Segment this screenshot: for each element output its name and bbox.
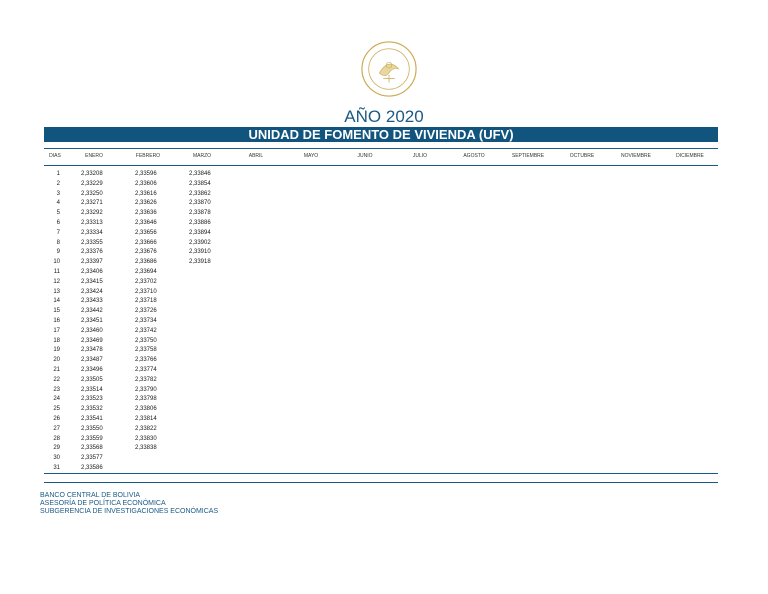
table-row bbox=[44, 170, 718, 180]
footer bbox=[40, 492, 218, 516]
value-cell-enero: 2,33532 bbox=[81, 406, 103, 413]
day-cell: 15 bbox=[53, 308, 60, 315]
value-cell-enero: 2,33442 bbox=[81, 308, 103, 315]
value-cell-febrero: 2,33838 bbox=[135, 445, 157, 452]
day-cell: 12 bbox=[53, 278, 60, 285]
value-cell-febrero: 2,33830 bbox=[135, 435, 157, 442]
table-row bbox=[44, 288, 718, 298]
value-cell-febrero: 2,33790 bbox=[135, 386, 157, 393]
day-cell: 1 bbox=[56, 171, 60, 177]
value-cell-marzo: 2,33902 bbox=[189, 239, 211, 246]
table-row bbox=[44, 248, 718, 258]
day-cell: 30 bbox=[53, 455, 60, 462]
value-cell-enero: 2,33523 bbox=[81, 396, 103, 403]
col-header-octubre: OCTUBRE bbox=[569, 153, 595, 159]
value-cell-enero: 2,33496 bbox=[81, 367, 103, 373]
value-cell-febrero: 2,33758 bbox=[135, 347, 157, 354]
value-cell-marzo: 2,33862 bbox=[189, 190, 211, 197]
value-cell-marzo: 2,33894 bbox=[189, 229, 211, 236]
table-row bbox=[44, 239, 718, 249]
value-cell-febrero: 2,33822 bbox=[135, 425, 157, 432]
day-cell: 31 bbox=[53, 465, 60, 471]
col-header-noviembre: NOVIEMBRE bbox=[620, 153, 651, 159]
value-cell-enero: 2,33313 bbox=[81, 220, 103, 226]
value-cell-febrero: 2,33676 bbox=[135, 249, 157, 256]
table-row bbox=[44, 444, 718, 454]
day-cell: 9 bbox=[56, 249, 60, 256]
footer-subdepartment: SUBGERENCIA DE INVESTIGACIONES ECONÓMICAS bbox=[40, 508, 219, 515]
value-cell-enero: 2,33505 bbox=[81, 376, 103, 383]
day-cell: 21 bbox=[53, 367, 60, 373]
header-top-divider bbox=[44, 148, 718, 149]
value-cell-enero: 2,33376 bbox=[81, 249, 103, 256]
value-cell-febrero: 2,33626 bbox=[135, 200, 157, 207]
table-bottom-divider bbox=[44, 473, 718, 474]
table-row bbox=[44, 297, 718, 307]
day-cell: 6 bbox=[56, 220, 60, 226]
table-row bbox=[44, 307, 718, 317]
table-row bbox=[44, 268, 718, 278]
table-row bbox=[44, 376, 718, 386]
table-row bbox=[44, 219, 718, 229]
day-cell: 27 bbox=[53, 425, 60, 432]
value-cell-febrero: 2,33710 bbox=[135, 288, 157, 295]
value-cell-febrero: 2,33702 bbox=[135, 278, 157, 285]
day-cell: 18 bbox=[53, 337, 60, 344]
day-cell: 17 bbox=[53, 327, 60, 334]
table-row bbox=[44, 425, 718, 435]
table-banner: UNIDAD DE FOMENTO DE VIVIENDA (UFV) bbox=[44, 127, 718, 142]
value-cell-enero: 2,33550 bbox=[81, 425, 103, 432]
header-bottom-divider bbox=[44, 165, 718, 166]
col-header-junio: JUNIO bbox=[357, 153, 373, 159]
table-row bbox=[44, 337, 718, 347]
value-cell-enero: 2,33229 bbox=[81, 180, 103, 187]
col-header-diciembre: DICIEMBRE bbox=[676, 153, 704, 159]
value-cell-enero: 2,33355 bbox=[81, 239, 103, 246]
table-row bbox=[44, 366, 718, 376]
value-cell-enero: 2,33568 bbox=[81, 445, 103, 452]
col-header-enero: ENERO bbox=[85, 153, 103, 159]
day-cell: 16 bbox=[53, 318, 60, 324]
value-cell-enero: 2,33334 bbox=[81, 229, 103, 236]
value-cell-enero: 2,33487 bbox=[81, 357, 103, 364]
value-cell-enero: 2,33541 bbox=[81, 416, 103, 422]
value-cell-enero: 2,33433 bbox=[81, 298, 103, 305]
value-cell-febrero: 2,33782 bbox=[135, 376, 157, 383]
day-cell: 3 bbox=[56, 190, 60, 197]
value-cell-febrero: 2,33806 bbox=[135, 406, 157, 413]
table-row bbox=[44, 317, 718, 327]
value-cell-enero: 2,33424 bbox=[81, 288, 103, 295]
day-cell: 20 bbox=[53, 357, 60, 364]
value-cell-enero: 2,33478 bbox=[81, 347, 103, 354]
day-cell: 24 bbox=[53, 396, 60, 403]
value-cell-marzo: 2,33918 bbox=[189, 259, 211, 266]
value-cell-enero: 2,33406 bbox=[81, 269, 103, 275]
value-cell-enero: 2,33469 bbox=[81, 337, 103, 344]
value-cell-febrero: 2,33766 bbox=[135, 357, 157, 364]
table-row bbox=[44, 395, 718, 405]
day-cell: 22 bbox=[53, 376, 60, 383]
day-cell: 7 bbox=[56, 229, 60, 236]
day-cell: 2 bbox=[56, 180, 60, 187]
col-header-julio: JULIO bbox=[412, 153, 428, 159]
value-cell-febrero: 2,33636 bbox=[135, 210, 157, 217]
day-cell: 23 bbox=[53, 386, 60, 393]
table-bottom-divider-2 bbox=[44, 482, 718, 483]
day-cell: 28 bbox=[53, 435, 60, 442]
table-row bbox=[44, 199, 718, 209]
value-cell-febrero: 2,33734 bbox=[135, 318, 157, 324]
day-cell: 14 bbox=[53, 298, 60, 305]
value-cell-enero: 2,33415 bbox=[81, 278, 103, 285]
value-cell-febrero: 2,33814 bbox=[135, 416, 157, 422]
table-row bbox=[44, 258, 718, 268]
footer-department: ASESORÍA DE POLÍTICA ECONÓMICA bbox=[40, 500, 166, 507]
value-cell-febrero: 2,33718 bbox=[135, 298, 157, 305]
day-cell: 4 bbox=[56, 200, 60, 207]
value-cell-febrero: 2,33686 bbox=[135, 259, 157, 266]
table-row bbox=[44, 415, 718, 425]
table-row bbox=[44, 278, 718, 288]
table-row bbox=[44, 180, 718, 190]
value-cell-enero: 2,33514 bbox=[81, 386, 103, 393]
day-cell: 26 bbox=[53, 416, 60, 422]
table-row bbox=[44, 435, 718, 445]
value-cell-marzo: 2,33886 bbox=[189, 220, 211, 226]
value-cell-febrero: 2,33726 bbox=[135, 308, 157, 315]
table-row bbox=[44, 356, 718, 366]
table-row bbox=[44, 454, 718, 464]
value-cell-febrero: 2,33774 bbox=[135, 367, 157, 373]
table-row bbox=[44, 405, 718, 415]
day-cell: 29 bbox=[53, 445, 60, 452]
banco-central-seal-icon bbox=[360, 40, 418, 98]
value-cell-marzo: 2,33846 bbox=[189, 171, 211, 177]
col-header-agosto: AGOSTO bbox=[463, 153, 485, 159]
day-cell: 19 bbox=[53, 347, 60, 354]
col-header-mayo: MAYO bbox=[303, 153, 319, 159]
value-cell-enero: 2,33397 bbox=[81, 259, 103, 266]
col-header-septiembre: SEPTIEMBRE bbox=[511, 153, 545, 159]
value-cell-febrero: 2,33798 bbox=[135, 396, 157, 403]
value-cell-marzo: 2,33870 bbox=[189, 200, 211, 207]
table-row bbox=[44, 209, 718, 219]
col-header-marzo: MARZO bbox=[192, 153, 212, 159]
value-cell-enero: 2,33250 bbox=[81, 190, 103, 197]
table-row bbox=[44, 346, 718, 356]
value-cell-marzo: 2,33878 bbox=[189, 210, 211, 217]
value-cell-marzo: 2,33854 bbox=[189, 180, 211, 187]
table-row bbox=[44, 190, 718, 200]
value-cell-enero: 2,33586 bbox=[81, 465, 103, 471]
value-cell-marzo: 2,33910 bbox=[189, 249, 211, 256]
table-row bbox=[44, 327, 718, 337]
value-cell-febrero: 2,33616 bbox=[135, 190, 157, 197]
value-cell-febrero: 2,33596 bbox=[135, 171, 157, 177]
col-header-abril: ABRIL bbox=[248, 153, 264, 159]
value-cell-enero: 2,33451 bbox=[81, 318, 103, 324]
value-cell-enero: 2,33208 bbox=[81, 171, 103, 177]
day-cell: 5 bbox=[56, 210, 60, 217]
day-cell: 25 bbox=[53, 406, 60, 413]
page-title: AÑO 2020 bbox=[344, 107, 424, 126]
table-row bbox=[44, 229, 718, 239]
value-cell-enero: 2,33292 bbox=[81, 210, 103, 217]
value-cell-febrero: 2,33742 bbox=[135, 327, 157, 334]
value-cell-febrero: 2,33666 bbox=[135, 239, 157, 246]
day-cell: 11 bbox=[53, 269, 60, 275]
col-header-dias: DIAS bbox=[49, 153, 61, 159]
day-cell: 13 bbox=[53, 288, 60, 295]
value-cell-febrero: 2,33646 bbox=[135, 220, 157, 226]
value-cell-febrero: 2,33694 bbox=[135, 269, 157, 275]
day-cell: 10 bbox=[53, 259, 60, 266]
footer-institution: BANCO CENTRAL DE BOLIVIA bbox=[40, 492, 141, 499]
col-header-febrero: FEBRERO bbox=[135, 153, 161, 159]
value-cell-febrero: 2,33750 bbox=[135, 337, 157, 344]
value-cell-enero: 2,33460 bbox=[81, 327, 103, 334]
table-row bbox=[44, 386, 718, 396]
value-cell-febrero: 2,33606 bbox=[135, 180, 157, 187]
value-cell-enero: 2,33577 bbox=[81, 455, 103, 462]
value-cell-enero: 2,33271 bbox=[81, 200, 103, 207]
column-header-row bbox=[44, 150, 718, 162]
value-cell-febrero: 2,33656 bbox=[135, 229, 157, 236]
day-cell: 8 bbox=[56, 239, 60, 246]
value-cell-enero: 2,33559 bbox=[81, 435, 103, 442]
